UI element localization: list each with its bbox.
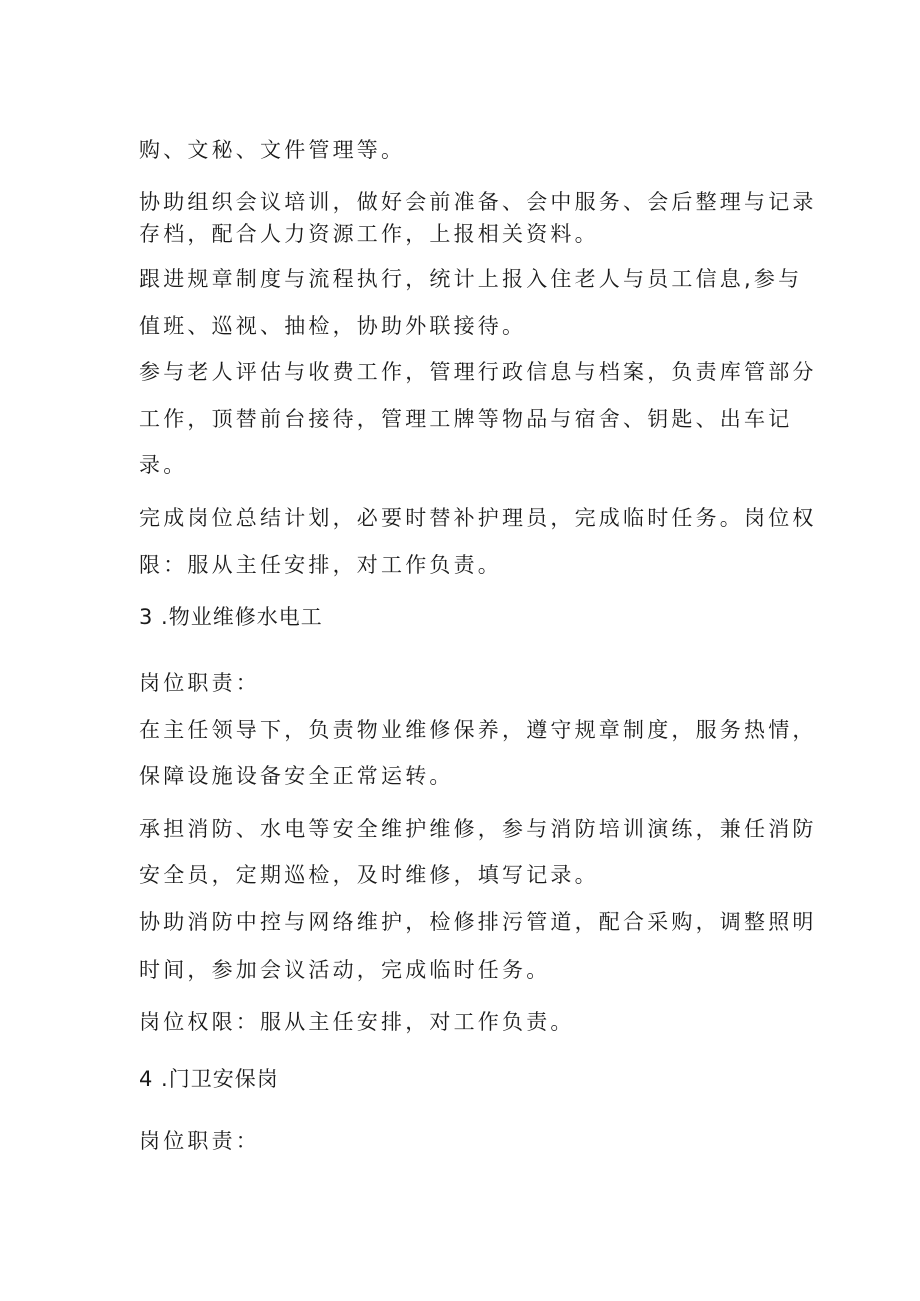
text-line: 时间，参加会议活动，完成临时任务。: [139, 958, 551, 982]
text-line: 完成岗位总结计划，必要时替补护理员，完成临时任务。岗位权: [139, 506, 817, 530]
text-line: 参与老人评估与收费工作，管理行政信息与档案，负责库管部分: [139, 360, 817, 384]
text-line: 值班、巡视、抽检，协助外联接待。: [139, 314, 527, 338]
text-line: 跟进规章制度与流程执行，统计上报入住老人与员工信息,参与: [139, 267, 803, 291]
text-line: 岗位权限：服从主任安排，对工作负责。: [139, 1010, 575, 1034]
text-line: 协助组织会议培训，做好会前准备、会中服务、会后整理与记录: [139, 190, 817, 214]
text-line: 安全员，定期巡检，及时维修，填写记录。: [139, 863, 599, 887]
text-line: 工作，顶替前台接待，管理工牌等物品与宿舍、钥匙、出车记: [139, 407, 793, 431]
text-line: 在主任领导下，负责物业维修保养，遵守规章制度，服务热情，: [139, 718, 817, 742]
text-line: 存档，配合人力资源工作，上报相关资料。: [139, 222, 599, 246]
text-line: 协助消防中控与网络维护，检修排污管道，配合采购，调整照明: [139, 910, 817, 934]
section-heading: 4 .门卫安保岗: [139, 1067, 279, 1091]
text-line: 限：服从主任安排，对工作负责。: [139, 553, 502, 577]
text-line: 购、文秘、文件管理等。: [139, 138, 406, 162]
text-line: 保障设施设备安全正常运转。: [139, 764, 454, 788]
text-line: 承担消防、水电等安全维护维修，参与消防培训演练，兼任消防: [139, 817, 817, 841]
section-label: 岗位职责：: [139, 1129, 260, 1153]
section-heading: 3 .物业维修水电工: [139, 605, 323, 629]
section-label: 岗位职责：: [139, 671, 260, 695]
text-line: 录。: [139, 453, 188, 477]
